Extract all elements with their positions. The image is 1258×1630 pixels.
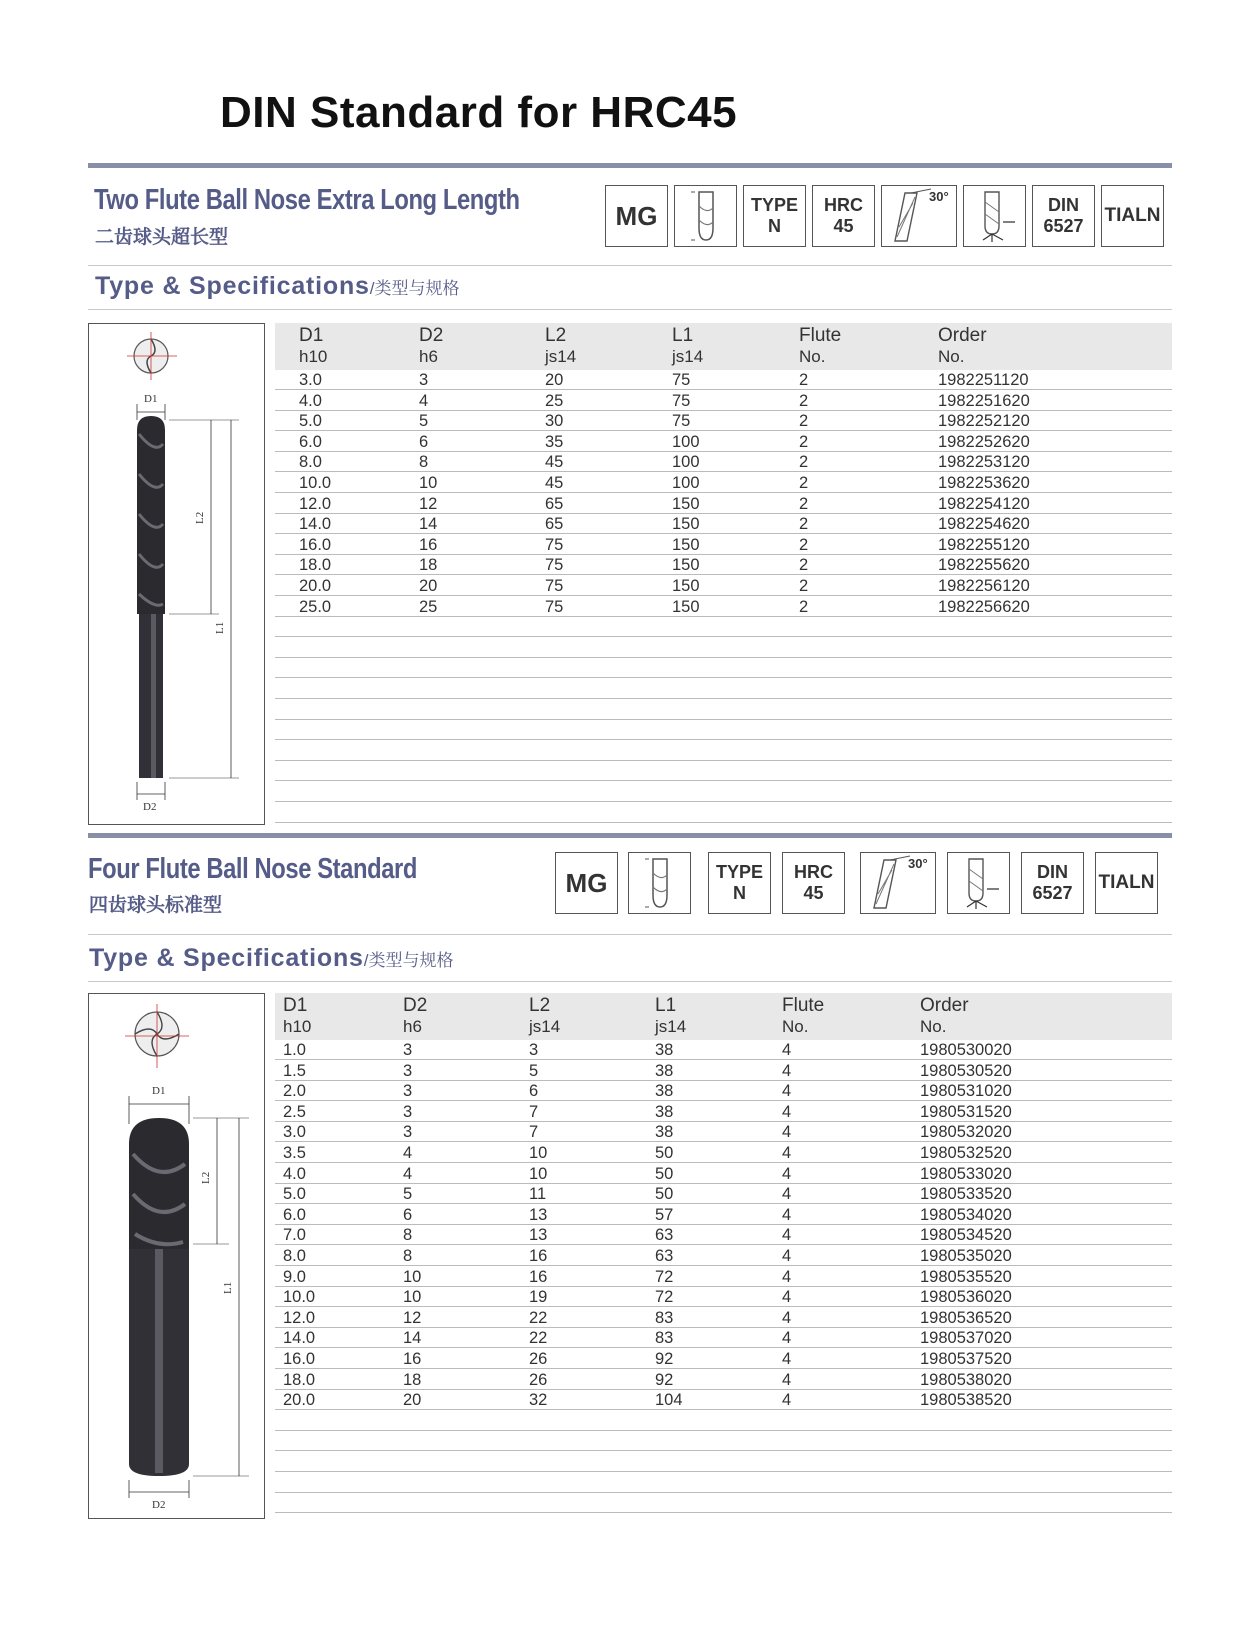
table-cell: 150 bbox=[672, 515, 700, 534]
table-cell: 100 bbox=[672, 474, 700, 492]
table-cell: 20 bbox=[403, 1391, 422, 1410]
table-cell: 100 bbox=[672, 432, 700, 451]
table-cell: 4 bbox=[782, 1308, 792, 1327]
table-cell: 1982253620 bbox=[938, 474, 1030, 492]
table-cell: 4.0 bbox=[283, 1164, 306, 1183]
table-cell: 1980536520 bbox=[920, 1308, 1012, 1327]
table-cell: 100 bbox=[672, 453, 700, 472]
table-cell: 4 bbox=[782, 1267, 792, 1286]
table-row bbox=[275, 1081, 1172, 1101]
table-cell: 50 bbox=[655, 1185, 674, 1204]
table-cell: 18.0 bbox=[283, 1370, 316, 1389]
table-cell: 20.0 bbox=[299, 577, 332, 595]
table-cell: 14.0 bbox=[299, 515, 332, 534]
table-cell: 4 bbox=[782, 1061, 792, 1080]
table-cell: 6.0 bbox=[283, 1205, 306, 1224]
table-cell: 5 bbox=[419, 412, 429, 431]
table-cell: 1980530520 bbox=[920, 1061, 1012, 1080]
table-cell: 2 bbox=[799, 535, 809, 554]
table-cell: 3 bbox=[403, 1041, 413, 1059]
table-cell: 75 bbox=[672, 412, 691, 431]
table-cell: 1982255120 bbox=[938, 535, 1030, 554]
table-row bbox=[275, 1225, 1172, 1245]
table-cell: 75 bbox=[545, 535, 564, 554]
table-cell: 75 bbox=[672, 371, 691, 389]
table-cell: 1982255620 bbox=[938, 556, 1030, 575]
table-cell: 3 bbox=[403, 1102, 413, 1121]
type-badge: TYPE N bbox=[743, 185, 806, 247]
column-header: L2 js14 bbox=[545, 325, 577, 366]
table-row bbox=[275, 535, 1172, 555]
table-cell: 8.0 bbox=[299, 453, 322, 472]
section-2-rule bbox=[88, 934, 1172, 935]
type-badge: TYPE N bbox=[708, 852, 771, 914]
din-badge: DIN 6527 bbox=[1032, 185, 1095, 247]
table-cell: 5.0 bbox=[299, 412, 322, 431]
table-cell: 1982256620 bbox=[938, 597, 1030, 616]
table-cell: 4 bbox=[782, 1185, 792, 1204]
table-cell: 150 bbox=[672, 577, 700, 595]
table-cell: 150 bbox=[672, 494, 700, 513]
table-cell: 16.0 bbox=[283, 1350, 316, 1368]
table-cell: 8 bbox=[403, 1226, 413, 1245]
table-cell: 3.0 bbox=[283, 1123, 306, 1142]
table-row bbox=[275, 658, 1172, 678]
section-1-subtitle: 二齿球头超长型 bbox=[95, 227, 229, 248]
table-cell: 4 bbox=[782, 1329, 792, 1348]
table-cell: 16.0 bbox=[299, 535, 332, 554]
table-cell: 38 bbox=[655, 1061, 674, 1080]
table-cell: 63 bbox=[655, 1247, 674, 1265]
table-cell: 1980534520 bbox=[920, 1226, 1012, 1245]
table-cell: 1980538020 bbox=[920, 1370, 1012, 1389]
table-cell: 3 bbox=[529, 1041, 539, 1059]
table-row bbox=[275, 1411, 1172, 1431]
table-row bbox=[275, 1164, 1172, 1184]
table-cell: 83 bbox=[655, 1308, 674, 1327]
table-cell: 1980532020 bbox=[920, 1123, 1012, 1142]
tool-drawing-two-flute bbox=[88, 323, 265, 825]
center-cutting-icon bbox=[947, 852, 1010, 914]
table-row bbox=[275, 1431, 1172, 1451]
table-cell: 4 bbox=[782, 1041, 792, 1059]
table-cell: 10 bbox=[403, 1288, 422, 1307]
table-cell: 150 bbox=[672, 597, 700, 616]
table-cell: 8 bbox=[403, 1247, 413, 1265]
table-cell: 6 bbox=[419, 432, 429, 451]
table-cell: 16 bbox=[419, 535, 438, 554]
table-cell: 26 bbox=[529, 1370, 548, 1389]
table-row bbox=[275, 1493, 1172, 1513]
table-cell: 38 bbox=[655, 1082, 674, 1101]
svg-text:L2: L2 bbox=[194, 511, 206, 524]
table-cell: 45 bbox=[545, 453, 564, 472]
table-cell: 72 bbox=[655, 1288, 674, 1307]
table-cell: 1980530020 bbox=[920, 1041, 1012, 1059]
table-cell: 1980531520 bbox=[920, 1102, 1012, 1121]
table-cell: 65 bbox=[545, 494, 564, 513]
table-cell: 10 bbox=[403, 1267, 422, 1286]
ball-nose-icon bbox=[674, 185, 737, 247]
table-cell: 4 bbox=[782, 1164, 792, 1183]
table-row bbox=[275, 452, 1172, 472]
table-cell: 4 bbox=[782, 1350, 792, 1368]
table-cell: 1980533520 bbox=[920, 1185, 1012, 1204]
table-cell: 2.5 bbox=[283, 1102, 306, 1121]
table-row bbox=[275, 1473, 1172, 1493]
table-cell: 150 bbox=[672, 556, 700, 575]
coating-badge: TIALN bbox=[1095, 852, 1158, 914]
table-cell: 14 bbox=[403, 1329, 422, 1348]
table-cell: 16 bbox=[529, 1247, 548, 1265]
table-cell: 13 bbox=[529, 1226, 548, 1245]
table-cell: 1980532520 bbox=[920, 1144, 1012, 1162]
table-cell: 4.0 bbox=[299, 391, 322, 410]
table-cell: 5.0 bbox=[283, 1185, 306, 1204]
table-cell: 16 bbox=[403, 1350, 422, 1368]
table-cell: 5 bbox=[403, 1185, 413, 1204]
table-cell: 6 bbox=[403, 1205, 413, 1224]
section-1-title: Two Flute Ball Nose Extra Long Length bbox=[94, 184, 520, 216]
table-header bbox=[275, 993, 1172, 1040]
table-cell: 1980537020 bbox=[920, 1329, 1012, 1348]
table-cell: 35 bbox=[545, 432, 564, 451]
svg-text:D1: D1 bbox=[152, 1085, 166, 1097]
table-cell: 38 bbox=[655, 1102, 674, 1121]
table-cell: 50 bbox=[655, 1164, 674, 1183]
top-divider bbox=[88, 163, 1172, 168]
table-cell: 10.0 bbox=[299, 474, 332, 492]
table-row bbox=[275, 741, 1172, 761]
table-cell: 25 bbox=[419, 597, 438, 616]
table-cell: 63 bbox=[655, 1226, 674, 1245]
table-cell: 83 bbox=[655, 1329, 674, 1348]
table-cell: 32 bbox=[529, 1391, 548, 1410]
table-cell: 20.0 bbox=[283, 1391, 316, 1410]
column-header: Flute No. bbox=[782, 995, 825, 1036]
table-cell: 2 bbox=[799, 412, 809, 431]
table-row bbox=[275, 555, 1172, 575]
table-cell: 10.0 bbox=[283, 1288, 316, 1307]
table-cell: 18.0 bbox=[299, 556, 332, 575]
table-cell: 13 bbox=[529, 1205, 548, 1224]
table-row bbox=[275, 1349, 1172, 1369]
svg-text:D2: D2 bbox=[143, 801, 157, 813]
table-row bbox=[275, 391, 1172, 411]
table-cell: 4 bbox=[782, 1102, 792, 1121]
table-cell: 2 bbox=[799, 577, 809, 595]
table-cell: 3 bbox=[419, 371, 429, 389]
table-row bbox=[275, 1246, 1172, 1266]
table-row bbox=[275, 1061, 1172, 1081]
tool-drawing-four-flute bbox=[88, 993, 265, 1519]
table-row bbox=[275, 700, 1172, 720]
table-cell: 18 bbox=[419, 556, 438, 575]
coating-badge: TIALN bbox=[1101, 185, 1164, 247]
table-cell: 18 bbox=[403, 1370, 422, 1389]
table-cell: 3.5 bbox=[283, 1144, 306, 1162]
table-row bbox=[275, 411, 1172, 431]
table-row bbox=[275, 473, 1172, 493]
table-row bbox=[275, 1287, 1172, 1307]
table-cell: 2 bbox=[799, 515, 809, 534]
table-row bbox=[275, 432, 1172, 452]
table-row bbox=[275, 1184, 1172, 1204]
table-cell: 2 bbox=[799, 556, 809, 575]
table-cell: 75 bbox=[545, 577, 564, 595]
column-header: Order No. bbox=[920, 995, 969, 1036]
helix-angle-badge bbox=[881, 185, 957, 247]
column-header: D2 h6 bbox=[419, 325, 444, 366]
table-cell: 7.0 bbox=[283, 1226, 306, 1245]
table-cell: 12 bbox=[419, 494, 438, 513]
table-cell: 10 bbox=[529, 1144, 548, 1162]
table-cell: 2 bbox=[799, 371, 809, 389]
table-row bbox=[275, 1308, 1172, 1328]
ball-nose-icon bbox=[628, 852, 691, 914]
table-cell: 4 bbox=[782, 1123, 792, 1142]
table-cell: 16 bbox=[529, 1267, 548, 1286]
column-header: L1 js14 bbox=[655, 995, 687, 1036]
table-row bbox=[275, 494, 1172, 514]
table-row bbox=[275, 1102, 1172, 1122]
table-cell: 4 bbox=[403, 1144, 413, 1162]
table-cell: 75 bbox=[545, 556, 564, 575]
table-cell: 1982256120 bbox=[938, 577, 1030, 595]
table-row bbox=[275, 514, 1172, 534]
table-row bbox=[275, 370, 1172, 390]
table-cell: 1980537520 bbox=[920, 1350, 1012, 1368]
table-cell: 2 bbox=[799, 474, 809, 492]
table-row bbox=[275, 638, 1172, 658]
table-cell: 2 bbox=[799, 391, 809, 410]
column-header: D1 h10 bbox=[283, 995, 312, 1036]
table-cell: 26 bbox=[529, 1350, 548, 1368]
table-cell: 4 bbox=[419, 391, 429, 410]
table-row bbox=[275, 761, 1172, 781]
table-cell: 20 bbox=[419, 577, 438, 595]
table-cell: 1982254620 bbox=[938, 515, 1030, 534]
table-cell: 57 bbox=[655, 1205, 674, 1224]
table-cell: 4 bbox=[782, 1288, 792, 1307]
table-cell: 1980535520 bbox=[920, 1267, 1012, 1286]
center-cutting-icon bbox=[963, 185, 1026, 247]
table-row bbox=[275, 617, 1172, 637]
table-cell: 2 bbox=[799, 432, 809, 451]
table-cell: 14 bbox=[419, 515, 438, 534]
svg-text:30°: 30° bbox=[908, 856, 928, 871]
table-row bbox=[275, 576, 1172, 596]
section-2-subtitle: 四齿球头标准型 bbox=[89, 895, 223, 916]
table-cell: 8 bbox=[419, 453, 429, 472]
table-cell: 1.0 bbox=[283, 1041, 306, 1059]
svg-text:30°: 30° bbox=[929, 189, 949, 204]
table-cell: 104 bbox=[655, 1391, 683, 1410]
table-cell: 12 bbox=[403, 1308, 422, 1327]
table-cell: 2 bbox=[799, 494, 809, 513]
table-cell: 4 bbox=[782, 1247, 792, 1265]
table-header bbox=[275, 323, 1172, 370]
table-cell: 2 bbox=[799, 597, 809, 616]
table-cell: 6.0 bbox=[299, 432, 322, 451]
table-cell: 1982251620 bbox=[938, 391, 1030, 410]
din-badge: DIN 6527 bbox=[1021, 852, 1084, 914]
table-cell: 10 bbox=[529, 1164, 548, 1183]
table-cell: 1982254120 bbox=[938, 494, 1030, 513]
table-cell: 20 bbox=[545, 371, 564, 389]
table-row bbox=[275, 597, 1172, 617]
table-cell: 4 bbox=[782, 1144, 792, 1162]
section-1-rule bbox=[88, 265, 1172, 266]
table-cell: 1980533020 bbox=[920, 1164, 1012, 1183]
table-cell: 1980531020 bbox=[920, 1082, 1012, 1101]
table-cell: 38 bbox=[655, 1041, 674, 1059]
svg-text:L1: L1 bbox=[214, 621, 226, 634]
column-header: Flute No. bbox=[799, 325, 842, 366]
table-cell: 92 bbox=[655, 1370, 674, 1389]
table-cell: 2 bbox=[799, 453, 809, 472]
table-row bbox=[275, 782, 1172, 802]
table-cell: 22 bbox=[529, 1308, 548, 1327]
table-cell: 72 bbox=[655, 1267, 674, 1286]
table-cell: 45 bbox=[545, 474, 564, 492]
table-cell: 50 bbox=[655, 1144, 674, 1162]
svg-text:L2: L2 bbox=[200, 1171, 212, 1184]
table-row bbox=[275, 1122, 1172, 1142]
column-header: L1 js14 bbox=[672, 325, 704, 366]
table-cell: 7 bbox=[529, 1102, 539, 1121]
table-cell: 12.0 bbox=[299, 494, 332, 513]
table-cell: 92 bbox=[655, 1350, 674, 1368]
table-cell: 3 bbox=[403, 1061, 413, 1080]
table-cell: 30 bbox=[545, 412, 564, 431]
table-cell: 11 bbox=[529, 1185, 547, 1204]
section-2-title: Four Flute Ball Nose Standard bbox=[88, 853, 417, 885]
table-cell: 4 bbox=[782, 1082, 792, 1101]
table-cell: 38 bbox=[655, 1123, 674, 1142]
table-row bbox=[275, 1205, 1172, 1225]
table-cell: 8.0 bbox=[283, 1247, 306, 1265]
section-2-rule-2 bbox=[88, 981, 1172, 982]
column-header: D2 h6 bbox=[403, 995, 428, 1036]
table-cell: 3.0 bbox=[299, 371, 322, 389]
table-cell: 10 bbox=[419, 474, 438, 492]
table-cell: 4 bbox=[782, 1391, 792, 1410]
section-1-rule-2 bbox=[88, 309, 1172, 310]
column-header: D1 h10 bbox=[299, 325, 328, 366]
svg-text:D2: D2 bbox=[152, 1499, 166, 1511]
table-cell: 1.5 bbox=[283, 1061, 306, 1080]
table-cell: 65 bbox=[545, 515, 564, 534]
hrc-badge: HRC 45 bbox=[782, 852, 845, 914]
section-2-spec-title: Type & Specifications/类型与规格 bbox=[89, 944, 454, 972]
mg-badge: MG bbox=[605, 185, 668, 247]
svg-text:L1: L1 bbox=[222, 1281, 234, 1294]
column-header: L2 js14 bbox=[529, 995, 561, 1036]
table-cell: 1980538520 bbox=[920, 1391, 1012, 1410]
table-row bbox=[275, 720, 1172, 740]
table-cell: 6 bbox=[529, 1082, 539, 1101]
table-cell: 1982252120 bbox=[938, 412, 1030, 431]
table-cell: 1982252620 bbox=[938, 432, 1030, 451]
table-cell: 4 bbox=[403, 1164, 413, 1183]
table-cell: 14.0 bbox=[283, 1329, 316, 1348]
table-cell: 75 bbox=[672, 391, 691, 410]
helix-angle-badge bbox=[860, 852, 936, 914]
table-row bbox=[275, 1040, 1172, 1060]
table-cell: 1980536020 bbox=[920, 1288, 1012, 1307]
table-cell: 150 bbox=[672, 535, 700, 554]
table-cell: 19 bbox=[529, 1288, 548, 1307]
table-cell: 4 bbox=[782, 1205, 792, 1224]
table-cell: 1980534020 bbox=[920, 1205, 1012, 1224]
table-cell: 22 bbox=[529, 1329, 548, 1348]
table-row bbox=[275, 1390, 1172, 1410]
table-cell: 2.0 bbox=[283, 1082, 306, 1101]
table-cell: 25.0 bbox=[299, 597, 332, 616]
table-row bbox=[275, 1143, 1172, 1163]
table-cell: 4 bbox=[782, 1226, 792, 1245]
table-cell: 25 bbox=[545, 391, 564, 410]
table-row bbox=[275, 1267, 1172, 1287]
table-row bbox=[275, 679, 1172, 699]
table-cell: 4 bbox=[782, 1370, 792, 1389]
page-title: DIN Standard for HRC45 bbox=[220, 88, 738, 137]
table-cell: 12.0 bbox=[283, 1308, 316, 1327]
table-row bbox=[275, 1370, 1172, 1390]
section-1-spec-title: Type & Specifications/类型与规格 bbox=[95, 272, 460, 300]
table-cell: 75 bbox=[545, 597, 564, 616]
svg-text:D1: D1 bbox=[144, 393, 158, 405]
table-cell: 5 bbox=[529, 1061, 539, 1080]
mg-badge: MG bbox=[555, 852, 618, 914]
table-cell: 3 bbox=[403, 1082, 413, 1101]
table-row bbox=[275, 1328, 1172, 1348]
table-cell: 1982253120 bbox=[938, 453, 1030, 472]
hrc-badge: HRC 45 bbox=[812, 185, 875, 247]
section-divider bbox=[88, 833, 1172, 838]
column-header: Order No. bbox=[938, 325, 987, 366]
table-cell: 1982251120 bbox=[938, 371, 1029, 389]
table-row bbox=[275, 1452, 1172, 1472]
table-cell: 3 bbox=[403, 1123, 413, 1142]
table-row bbox=[275, 803, 1172, 823]
table-cell: 1980535020 bbox=[920, 1247, 1012, 1265]
table-cell: 9.0 bbox=[283, 1267, 306, 1286]
table-cell: 7 bbox=[529, 1123, 539, 1142]
